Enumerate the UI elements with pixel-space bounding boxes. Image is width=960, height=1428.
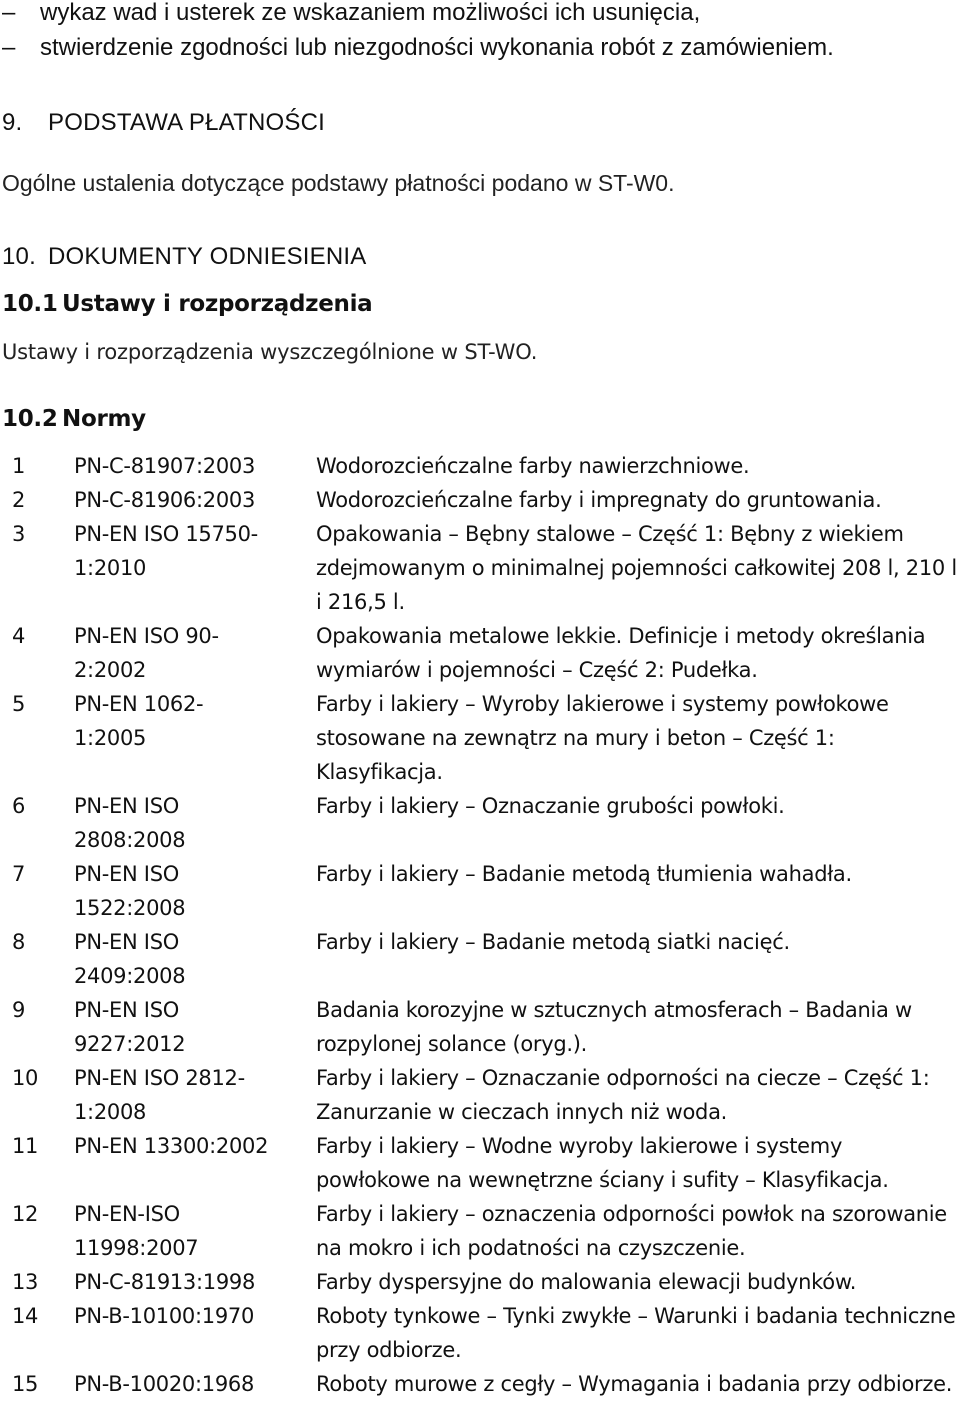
dash-bullet: – (2, 0, 16, 26)
norm-code: PN-EN ISO 15750- 1:2010 (74, 522, 258, 580)
norm-code: PN-B-10100:1970 (74, 1304, 255, 1328)
norm-description: Badania korozyjne w sztucznych atmosferach – Badania w rozpylonej solance (oryg.). (316, 998, 912, 1056)
row-number: 3 (12, 522, 26, 546)
row-number: 12 (12, 1202, 39, 1226)
dash-bullet: – (2, 34, 16, 61)
subsection-heading (2, 287, 372, 321)
list-item-text: stwierdzenie zgodności lub niezgodności wykonania robót z zamówieniem. (40, 34, 834, 61)
norm-description: Farby i lakiery – oznaczenia odporności powłok na szorowanie na mokro i ich podatności na czyszczenie. (316, 1202, 947, 1260)
norm-code: PN-EN ISO 2808:2008 (74, 794, 186, 852)
row-number: 13 (12, 1270, 39, 1294)
norm-description: Farby i lakiery – Badanie metodą siatki nacięć. (316, 930, 790, 954)
subsection-number: 10.1 (2, 291, 58, 317)
norm-code: PN-C-81906:2003 (74, 488, 256, 512)
subsection-title: Ustawy i rozporządzenia (62, 291, 373, 317)
row-number: 1 (12, 454, 26, 478)
row-number: 15 (12, 1372, 39, 1396)
subsection-heading (2, 402, 146, 436)
norm-code: PN-EN ISO 90- 2:2002 (74, 624, 219, 682)
norm-description: Farby i lakiery – Badanie metodą tłumienia wahadła. (316, 862, 852, 886)
norm-description: Roboty tynkowe – Tynki zwykłe – Warunki i badania techniczne przy odbiorze. (316, 1304, 956, 1362)
row-number: 10 (12, 1066, 39, 1090)
section-heading (2, 106, 325, 140)
row-number: 14 (12, 1304, 39, 1328)
subsection-title: Normy (62, 406, 146, 432)
row-number: 11 (12, 1134, 39, 1158)
norm-description: Farby i lakiery – Wodne wyroby lakierowe i systemy powłokowe na wewnętrzne ściany i sufity – Klasyfikacja. (316, 1134, 889, 1192)
row-number: 6 (12, 794, 26, 818)
norm-code: PN-EN 13300:2002 (74, 1134, 269, 1158)
section-title: PODSTAWA PŁATNOŚCI (48, 109, 325, 136)
norm-code: PN-B-10020:1968 (74, 1372, 255, 1396)
norm-code: PN-C-81907:2003 (74, 454, 256, 478)
norm-description: Wodorozcieńczalne farby i impregnaty do gruntowania. (316, 488, 882, 512)
section-heading (2, 240, 366, 274)
norm-description: Opakowania metalowe lekkie. Definicje i metody określania wymiarów i pojemności – Część 2: Pudełka. (316, 624, 926, 682)
norm-description: Farby i lakiery – Oznaczanie grubości powłoki. (316, 794, 785, 818)
list-item-text: wykaz wad i usterek ze wskazaniem możliwości ich usunięcia, (40, 0, 701, 26)
norm-code: PN-EN ISO 9227:2012 (74, 998, 186, 1056)
norm-description: Roboty murowe z cegły – Wymagania i badania przy odbiorze. (316, 1372, 953, 1396)
norm-code: PN-EN ISO 1522:2008 (74, 862, 186, 920)
row-number: 4 (12, 624, 26, 648)
norm-description: Farby i lakiery – Oznaczanie odporności na ciecze – Część 1: Zanurzanie w cieczach innych niż woda. (316, 1066, 930, 1124)
row-number: 2 (12, 488, 26, 512)
norm-code: PN-EN ISO 2409:2008 (74, 930, 186, 988)
norm-code: PN-EN-ISO 11998:2007 (74, 1202, 199, 1260)
norm-description: Wodorozcieńczalne farby nawierzchniowe. (316, 454, 750, 478)
norm-description: Farby i lakiery – Wyroby lakierowe i systemy powłokowe stosowane na zewnątrz na mury i beton – Część 1: Klasyfikacja. (316, 692, 889, 784)
row-number: 7 (12, 862, 26, 886)
section-number: 9. (2, 109, 23, 136)
row-number: 5 (12, 692, 26, 716)
paragraph: Ogólne ustalenia dotyczące podstawy płatności podano w ST-W0. (2, 170, 675, 196)
section-title: DOKUMENTY ODNIESIENIA (48, 243, 367, 270)
norm-description: Opakowania – Bębny stalowe – Część 1: Bębny z wiekiem zdejmowanym o minimalnej pojemności całkowitej 208 l, 210 l i 216,5 l. (316, 522, 957, 614)
row-number: 9 (12, 998, 26, 1022)
paragraph: Ustawy i rozporządzenia wyszczególnione w ST-WO. (2, 340, 538, 364)
norm-code: PN-EN 1062- 1:2005 (74, 692, 204, 750)
norm-code: PN-C-81913:1998 (74, 1270, 256, 1294)
row-number: 8 (12, 930, 26, 954)
subsection-number: 10.2 (2, 406, 58, 432)
norm-description: Farby dyspersyjne do malowania elewacji budynków. (316, 1270, 857, 1294)
section-number: 10. (2, 243, 36, 270)
norm-code: PN-EN ISO 2812- 1:2008 (74, 1066, 245, 1124)
